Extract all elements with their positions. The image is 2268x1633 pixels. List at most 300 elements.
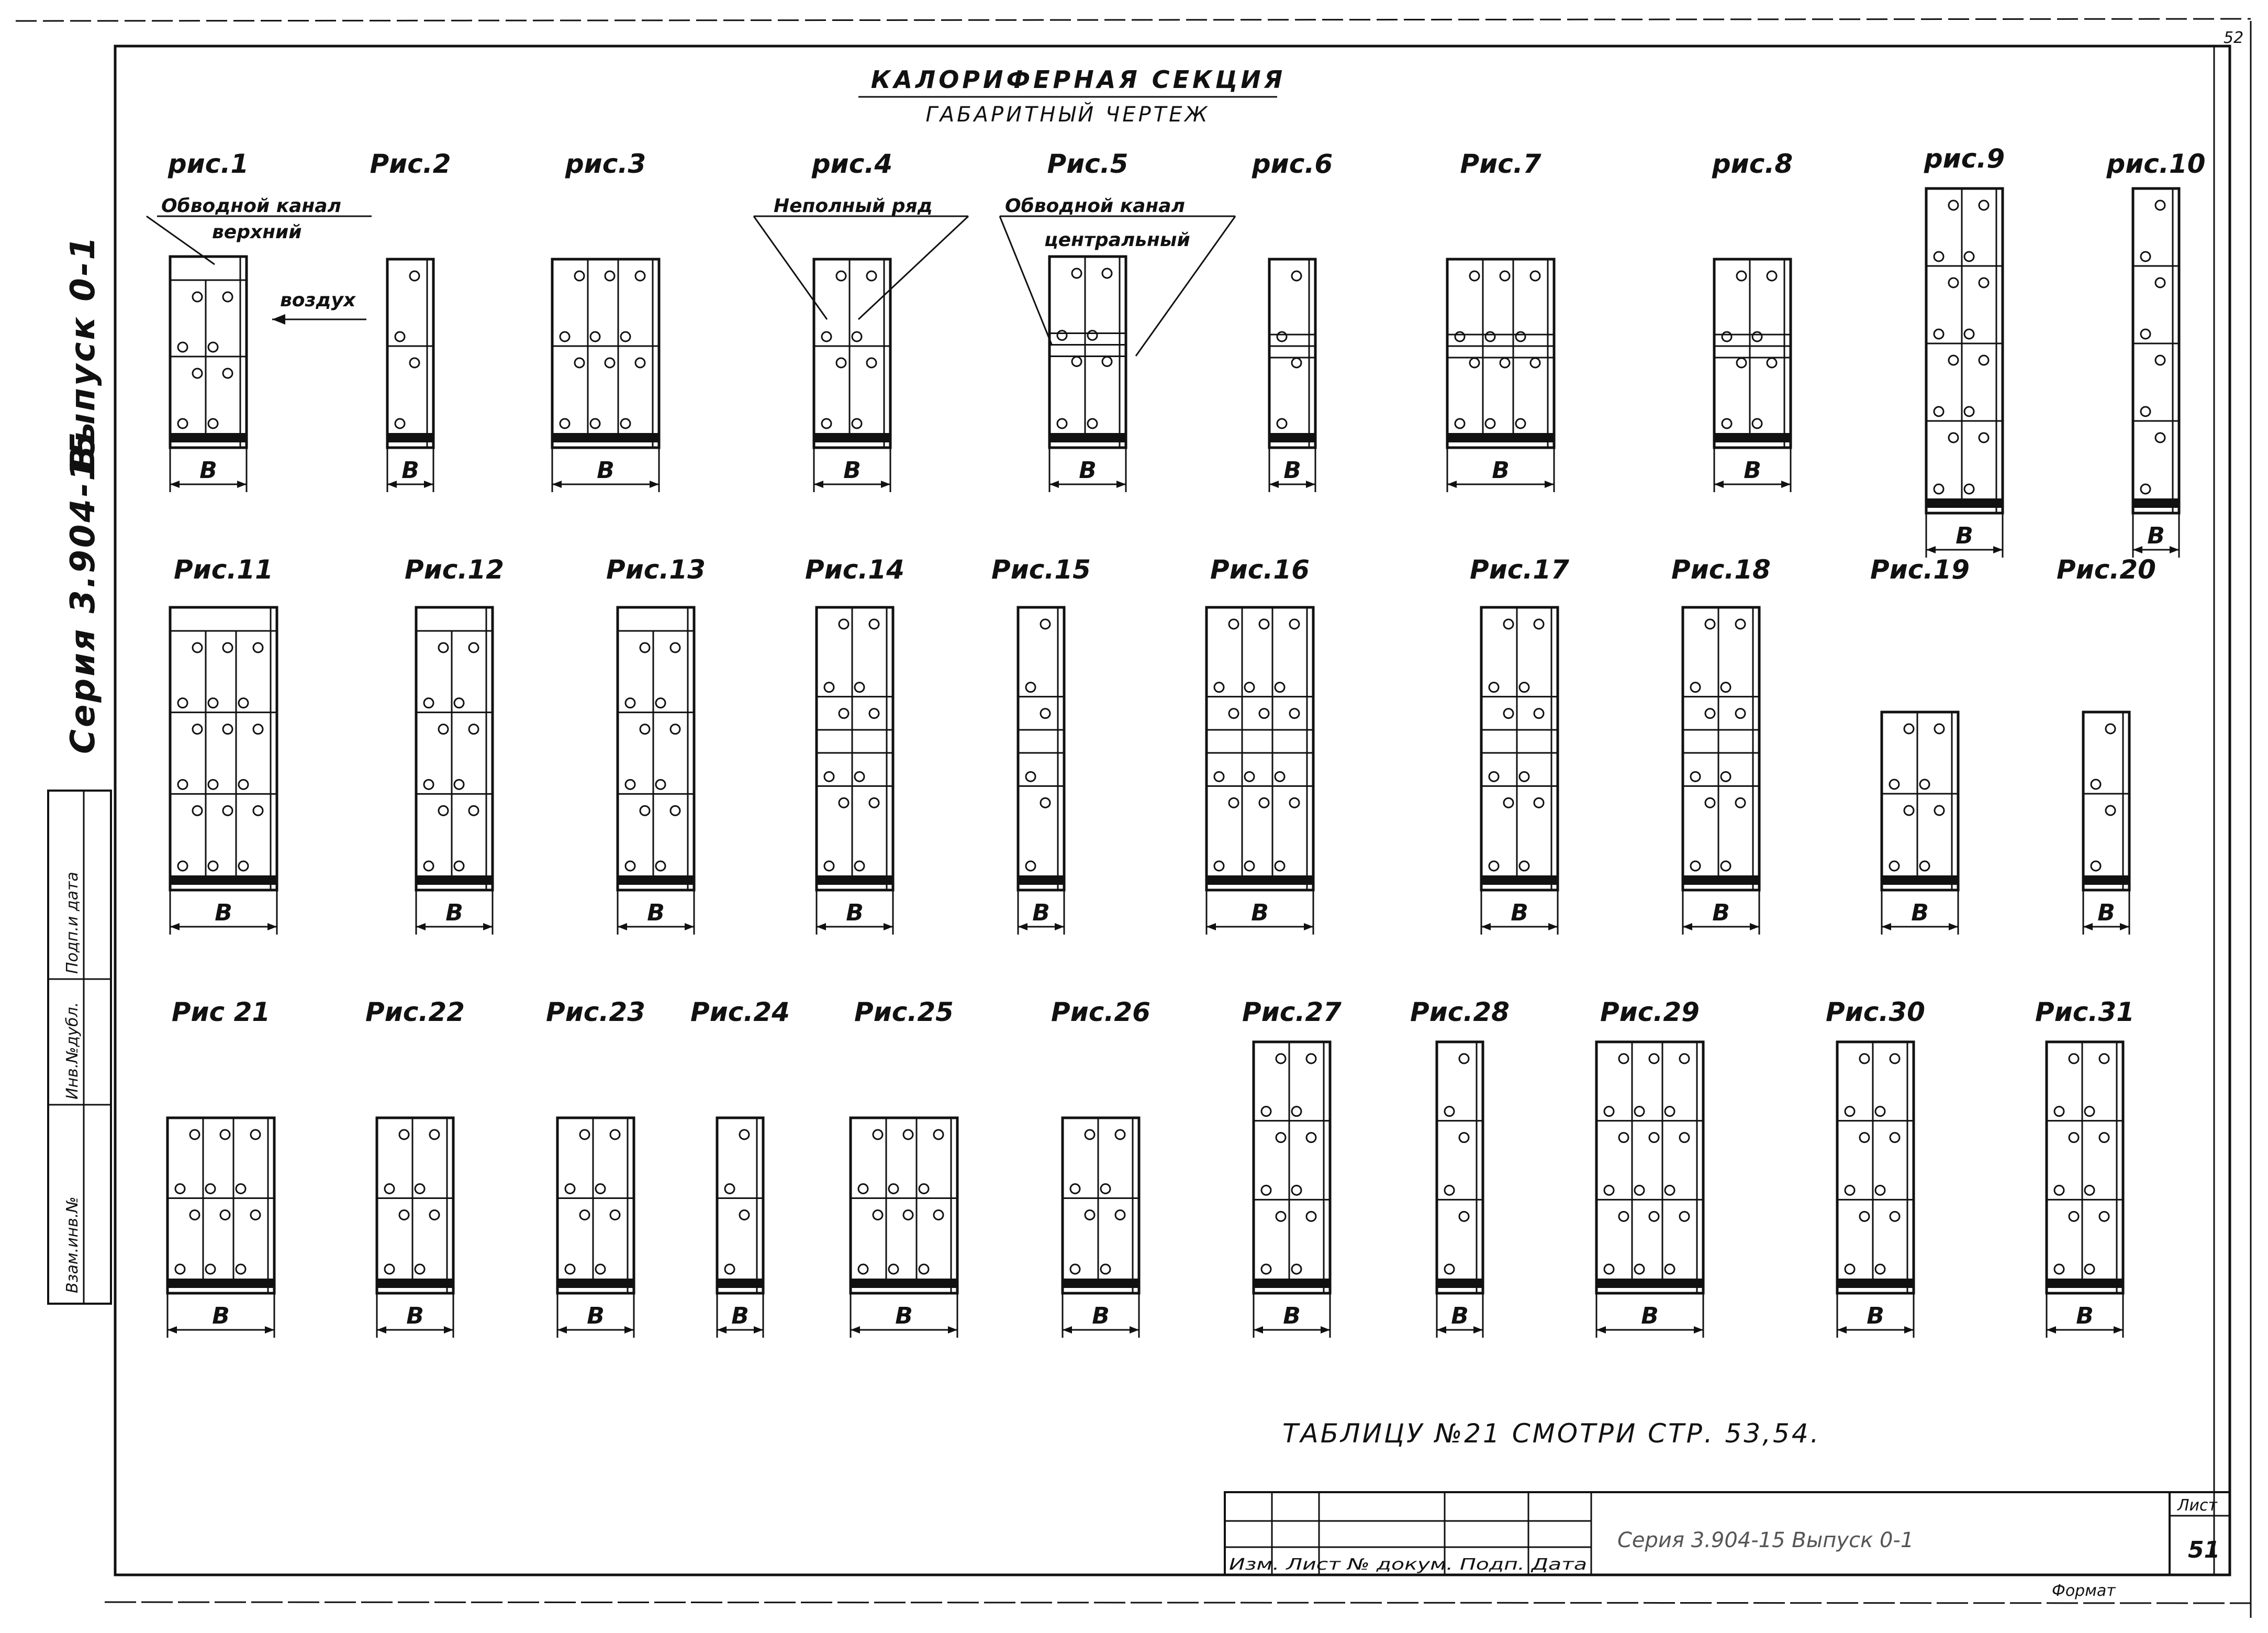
figure-label: Рис.11 — [174, 554, 273, 585]
pipe-connection — [635, 358, 645, 368]
title-block-series: Серия 3.904-15 Выпуск 0-1 — [1617, 1528, 1914, 1552]
dimension-label: В — [2097, 899, 2115, 926]
pipe-connection — [1229, 619, 1238, 629]
width-dimension — [814, 448, 890, 492]
heater-section — [1926, 188, 2003, 513]
pipe-connection — [1890, 1054, 1900, 1063]
pipe-connection — [869, 798, 879, 807]
width-dimension — [1269, 448, 1315, 492]
pipe-connection — [439, 725, 448, 734]
pipe-connection — [1245, 861, 1254, 871]
pipe-connection — [610, 1210, 620, 1220]
pipe-connection — [2091, 780, 2101, 789]
pipe-connection — [1722, 419, 1731, 428]
pipe-connection — [1860, 1133, 1869, 1142]
width-dimension — [717, 1293, 763, 1338]
figure-7 — [1447, 149, 1554, 492]
pipe-connection — [1949, 278, 1958, 287]
heater-section — [416, 607, 493, 890]
pipe-connection — [1619, 1054, 1628, 1063]
pipe-connection — [395, 332, 405, 341]
dimension-label: В — [1511, 899, 1528, 926]
figure-16 — [1206, 554, 1313, 935]
pipe-connection — [385, 1264, 394, 1274]
pipe-connection — [1860, 1212, 1869, 1221]
figure-21 — [167, 997, 274, 1338]
dimension-label: В — [215, 899, 232, 926]
width-dimension — [1018, 890, 1064, 935]
pipe-connection — [621, 332, 630, 341]
pipe-connection — [1722, 332, 1731, 341]
pipe-connection — [178, 342, 187, 352]
dimension-label: В — [1867, 1303, 1884, 1329]
pipe-connection — [193, 725, 202, 734]
pipe-connection — [1604, 1185, 1614, 1195]
heater-section — [170, 607, 277, 890]
pipe-connection — [560, 332, 569, 341]
pipe-connection — [1635, 1107, 1644, 1116]
bypass-channel-central — [1683, 730, 1759, 753]
dimension-label: В — [597, 457, 615, 484]
section-base — [1926, 498, 2003, 508]
width-dimension — [552, 448, 659, 492]
section-base — [1269, 433, 1315, 442]
heater-section — [1683, 607, 1759, 890]
pipe-connection — [1102, 357, 1112, 366]
pipe-connection — [1767, 358, 1777, 368]
pipe-connection — [1259, 798, 1269, 807]
page-number-top: 52 — [2224, 29, 2244, 47]
bypass-channel-central — [1206, 730, 1313, 753]
pipe-connection — [640, 725, 650, 734]
pipe-connection — [855, 683, 864, 692]
pipe-connection — [208, 698, 218, 708]
dimension-label: В — [1712, 899, 1730, 926]
pipe-connection — [873, 1130, 882, 1139]
pipe-connection — [839, 798, 848, 807]
figure-label: Рис.29 — [1600, 997, 1700, 1027]
heater-section — [387, 259, 433, 448]
pipe-connection — [193, 806, 202, 815]
section-outline — [1837, 1042, 1914, 1293]
pipe-connection — [1455, 419, 1465, 428]
pipe-connection — [178, 419, 187, 428]
pipe-connection — [1277, 332, 1287, 341]
figures-grid — [167, 143, 2206, 1338]
heater-section — [170, 257, 247, 448]
figure-label: Рис.14 — [805, 554, 904, 585]
pipe-connection — [395, 419, 405, 428]
pipe-connection — [239, 698, 248, 708]
figure-18 — [1671, 554, 1771, 935]
pipe-connection — [1845, 1185, 1854, 1195]
pipe-connection — [1459, 1054, 1469, 1063]
pipe-connection — [1890, 1212, 1900, 1221]
width-dimension — [1596, 1293, 1703, 1338]
pipe-connection — [1736, 709, 1745, 718]
heater-section — [1269, 259, 1315, 448]
pipe-connection — [824, 683, 834, 692]
width-dimension — [416, 890, 493, 935]
pipe-connection — [1520, 772, 1529, 781]
pipe-connection — [1964, 252, 1974, 261]
pipe-connection — [424, 861, 433, 871]
pipe-connection — [385, 1184, 394, 1194]
annotation-incomplete-row: Неполный ряд — [774, 195, 933, 217]
pipe-connection — [575, 271, 584, 281]
figure-label: Рис.19 — [1870, 554, 1970, 585]
width-dimension — [170, 448, 247, 492]
pipe-connection — [934, 1210, 943, 1220]
pipe-connection — [1649, 1133, 1659, 1142]
dimension-label: В — [1251, 899, 1269, 926]
pipe-connection — [1920, 780, 1929, 789]
pipe-connection — [1691, 772, 1700, 781]
pipe-connection — [1964, 329, 1974, 339]
pipe-connection — [430, 1210, 439, 1220]
pipe-connection — [1102, 269, 1112, 278]
figure-19 — [1870, 554, 1970, 935]
pipe-connection — [1875, 1264, 1885, 1274]
dimension-label: В — [1032, 899, 1050, 926]
pipe-connection — [1979, 433, 1988, 442]
pipe-connection — [236, 1184, 245, 1194]
drawing-title: КАЛОРИФЕРНАЯ СЕКЦИЯ — [870, 65, 1286, 94]
section-outline — [2047, 1042, 2123, 1293]
width-dimension — [1481, 890, 1558, 935]
figure-13 — [606, 554, 706, 935]
section-base — [416, 875, 493, 885]
width-dimension — [851, 1293, 957, 1338]
annotation-bypass-central-line2: центральный — [1044, 229, 1190, 251]
pipe-connection — [855, 772, 864, 781]
width-dimension — [1437, 1293, 1483, 1338]
side-stamp — [48, 791, 111, 1304]
heater-section — [1596, 1042, 1703, 1293]
pipe-connection — [1500, 358, 1510, 368]
bypass-channel-central — [817, 730, 893, 753]
pipe-connection — [208, 780, 218, 789]
pipe-connection — [605, 358, 615, 368]
pipe-connection — [1504, 619, 1513, 629]
pipe-connection — [671, 725, 680, 734]
heater-section — [1063, 1118, 1139, 1293]
figure-30 — [1826, 997, 1925, 1338]
pipe-connection — [1890, 780, 1899, 789]
section-outline — [416, 607, 493, 890]
width-dimension — [1882, 890, 1958, 935]
pipe-connection — [625, 780, 635, 789]
pipe-connection — [193, 292, 202, 302]
pipe-connection — [1904, 806, 1914, 815]
pipe-connection — [1277, 419, 1287, 428]
figure-11 — [170, 554, 277, 935]
pipe-connection — [1115, 1130, 1125, 1139]
figure-label: рис.4 — [811, 149, 893, 179]
heater-section — [817, 607, 893, 890]
pipe-connection — [2069, 1054, 2079, 1063]
pipe-connection — [1635, 1185, 1644, 1195]
bypass-channel-central — [1481, 730, 1558, 753]
figure-label: рис.10 — [2106, 149, 2206, 179]
table-reference-note: ТАБЛИЦУ №21 СМОТРИ СТР. 53,54. — [1282, 1418, 1821, 1449]
pipe-connection — [239, 861, 248, 871]
heater-section — [1437, 1042, 1483, 1293]
stamp-duplicate-inv: Инв.№дубл. — [63, 1002, 82, 1099]
pipe-connection — [1041, 709, 1050, 718]
pipe-connection — [424, 780, 433, 789]
sheet-frame — [16, 19, 2251, 1618]
pipe-connection — [580, 1130, 589, 1139]
pipe-connection — [469, 806, 478, 815]
dimension-label: В — [587, 1303, 605, 1329]
dimension-label: В — [2076, 1303, 2094, 1329]
pipe-connection — [867, 358, 876, 368]
pipe-connection — [1530, 358, 1540, 368]
heater-section — [167, 1118, 274, 1293]
pipe-connection — [1292, 1264, 1301, 1274]
section-base — [1018, 875, 1064, 885]
pipe-connection — [223, 643, 232, 652]
pipe-connection — [1214, 772, 1224, 781]
figure-17 — [1470, 554, 1569, 935]
dimension-label: В — [1092, 1303, 1110, 1329]
pipe-connection — [1934, 407, 1943, 416]
pipe-connection — [2054, 1107, 2064, 1116]
pipe-connection — [1875, 1107, 1885, 1116]
width-dimension — [377, 1293, 453, 1338]
pipe-connection — [178, 861, 187, 871]
section-base — [618, 875, 694, 885]
figure-label: Рис.23 — [546, 997, 645, 1027]
dimension-label: В — [647, 899, 665, 926]
figure-label: Рис.28 — [1410, 997, 1510, 1027]
pipe-connection — [1604, 1107, 1614, 1116]
section-outline — [1683, 607, 1759, 890]
width-dimension — [1254, 1293, 1330, 1338]
heater-section — [1254, 1042, 1330, 1293]
figure-label: Рис.5 — [1047, 149, 1129, 179]
figure-23 — [546, 997, 645, 1338]
pipe-connection — [1085, 1210, 1094, 1220]
figure-label: Рис.25 — [854, 997, 954, 1027]
figure-9 — [1924, 143, 2005, 558]
pipe-connection — [178, 780, 187, 789]
dimension-label: В — [1641, 1303, 1659, 1329]
pipe-connection — [1691, 683, 1700, 692]
heater-section — [377, 1118, 453, 1293]
pipe-connection — [1737, 358, 1746, 368]
annotation-bypass-central-line1: Обводной канал — [1005, 195, 1185, 217]
pipe-connection — [1070, 1184, 1080, 1194]
width-dimension — [1714, 448, 1791, 492]
pipe-connection — [253, 725, 263, 734]
pipe-connection — [1276, 1054, 1286, 1063]
pipe-connection — [1057, 419, 1067, 428]
pipe-connection — [1665, 1107, 1674, 1116]
figure-label: рис.9 — [1924, 143, 2005, 174]
width-dimension — [618, 890, 694, 935]
pipe-connection — [1964, 484, 1974, 494]
dimension-label: В — [199, 457, 217, 484]
pipe-connection — [1964, 407, 1974, 416]
pipe-connection — [1705, 619, 1715, 629]
pipe-connection — [2155, 201, 2165, 210]
pipe-connection — [1026, 683, 1035, 692]
pipe-connection — [1276, 1133, 1286, 1142]
section-base — [1063, 1279, 1139, 1288]
drawing-subtitle: ГАБАРИТНЫЙ ЧЕРТЕЖ — [925, 103, 1210, 127]
pipe-connection — [903, 1210, 913, 1220]
pipe-connection — [1292, 1185, 1301, 1195]
dimension-label: В — [843, 457, 861, 484]
pipe-connection — [2085, 1185, 2094, 1195]
pipe-connection — [1470, 271, 1479, 281]
title-block-sheet-number: 51 — [2188, 1537, 2220, 1563]
dimension-label: В — [212, 1303, 230, 1329]
pipe-connection — [839, 709, 848, 718]
figure-label: Рис.12 — [405, 554, 504, 585]
figure-8 — [1712, 149, 1793, 492]
heater-section — [1481, 607, 1558, 890]
pipe-connection — [1292, 1107, 1301, 1116]
pipe-connection — [193, 369, 202, 378]
pipe-connection — [208, 419, 218, 428]
pipe-connection — [223, 806, 232, 815]
title-block-sheet-label: Лист — [2177, 1496, 2218, 1515]
pipe-connection — [1935, 806, 1944, 815]
pipe-connection — [1890, 1133, 1900, 1142]
section-base — [2133, 498, 2179, 508]
pipe-connection — [2155, 278, 2165, 287]
drawing-header — [858, 65, 1286, 127]
dimension-label: В — [1283, 1303, 1301, 1329]
side-series-label: Серия 3.904-15 — [64, 430, 103, 754]
figure-29 — [1596, 997, 1703, 1338]
heater-section — [618, 607, 694, 890]
annotation-bypass-top-line2: верхний — [212, 221, 302, 243]
pipe-connection — [1635, 1264, 1644, 1274]
figure-label: Рис 21 — [171, 997, 271, 1027]
width-dimension — [1837, 1293, 1914, 1338]
pipe-connection — [1459, 1133, 1469, 1142]
title-block — [1225, 1492, 2230, 1600]
pipe-connection — [1088, 419, 1097, 428]
section-base — [557, 1279, 634, 1288]
heater-section — [557, 1118, 634, 1293]
pipe-connection — [2099, 1133, 2109, 1142]
pipe-connection — [1485, 332, 1495, 341]
pipe-connection — [1845, 1264, 1854, 1274]
pipe-connection — [253, 806, 263, 815]
pipe-connection — [439, 643, 448, 652]
figure-label: Рис.20 — [2057, 554, 2156, 585]
pipe-connection — [590, 419, 600, 428]
pipe-connection — [1085, 1130, 1094, 1139]
figure-15 — [991, 554, 1091, 935]
figure-label: Рис.26 — [1051, 997, 1150, 1027]
pipe-connection — [1101, 1184, 1110, 1194]
section-base — [1683, 875, 1759, 885]
pipe-connection — [1534, 798, 1544, 807]
pipe-connection — [1259, 709, 1269, 718]
pipe-connection — [640, 806, 650, 815]
pipe-connection — [1101, 1264, 1110, 1274]
pipe-connection — [1259, 619, 1269, 629]
pipe-connection — [1459, 1212, 1469, 1221]
pipe-connection — [656, 861, 665, 871]
pipe-connection — [858, 1264, 868, 1274]
pipe-connection — [671, 643, 680, 652]
pipe-connection — [565, 1184, 575, 1194]
pipe-connection — [1949, 433, 1958, 442]
pipe-connection — [1752, 332, 1762, 341]
pipe-connection — [399, 1210, 409, 1220]
heater-section — [2133, 188, 2179, 513]
pipe-connection — [1088, 331, 1097, 340]
dimension-label: В — [1744, 457, 1761, 484]
section-base — [167, 1279, 274, 1288]
stamp-signature-date: Подп.и дата — [63, 872, 82, 974]
heater-section — [1018, 607, 1064, 890]
pipe-connection — [625, 698, 635, 708]
pipe-connection — [2155, 356, 2165, 365]
pipe-connection — [1445, 1264, 1454, 1274]
section-base — [1254, 1279, 1330, 1288]
pipe-connection — [1721, 861, 1730, 871]
pipe-connection — [1214, 861, 1224, 871]
pipe-connection — [1520, 683, 1529, 692]
pipe-connection — [220, 1210, 230, 1220]
pipe-connection — [1057, 331, 1067, 340]
pipe-connection — [220, 1130, 230, 1139]
figure-10 — [2106, 149, 2205, 558]
pipe-connection — [439, 806, 448, 815]
title-block-format: Формат — [2052, 1582, 2116, 1600]
pipe-connection — [1516, 419, 1525, 428]
section-base — [1714, 433, 1791, 442]
pipe-connection — [1736, 619, 1745, 629]
heater-section — [552, 259, 659, 448]
pipe-connection — [1292, 358, 1301, 368]
pipe-connection — [208, 861, 218, 871]
pipe-connection — [1767, 271, 1777, 281]
pipe-connection — [596, 1184, 605, 1194]
pipe-connection — [740, 1130, 749, 1139]
pipe-connection — [869, 619, 879, 629]
section-base — [851, 1279, 957, 1288]
pipe-connection — [1072, 269, 1081, 278]
pipe-connection — [2054, 1185, 2064, 1195]
section-base — [377, 1279, 453, 1288]
width-dimension — [1206, 890, 1313, 935]
pipe-connection — [934, 1130, 943, 1139]
pipe-connection — [469, 643, 478, 652]
pipe-connection — [410, 358, 419, 368]
pipe-connection — [1445, 1185, 1454, 1195]
figure-label: Рис.30 — [1826, 997, 1925, 1027]
pipe-connection — [1489, 683, 1499, 692]
pipe-connection — [1275, 772, 1284, 781]
pipe-connection — [560, 419, 569, 428]
figure-27 — [1242, 997, 1342, 1338]
pipe-connection — [565, 1264, 575, 1274]
pipe-connection — [725, 1184, 734, 1194]
pipe-connection — [1979, 201, 1988, 210]
annotation-air: воздух — [280, 290, 356, 311]
pipe-connection — [580, 1210, 589, 1220]
figure-label: рис.6 — [1252, 149, 1333, 179]
